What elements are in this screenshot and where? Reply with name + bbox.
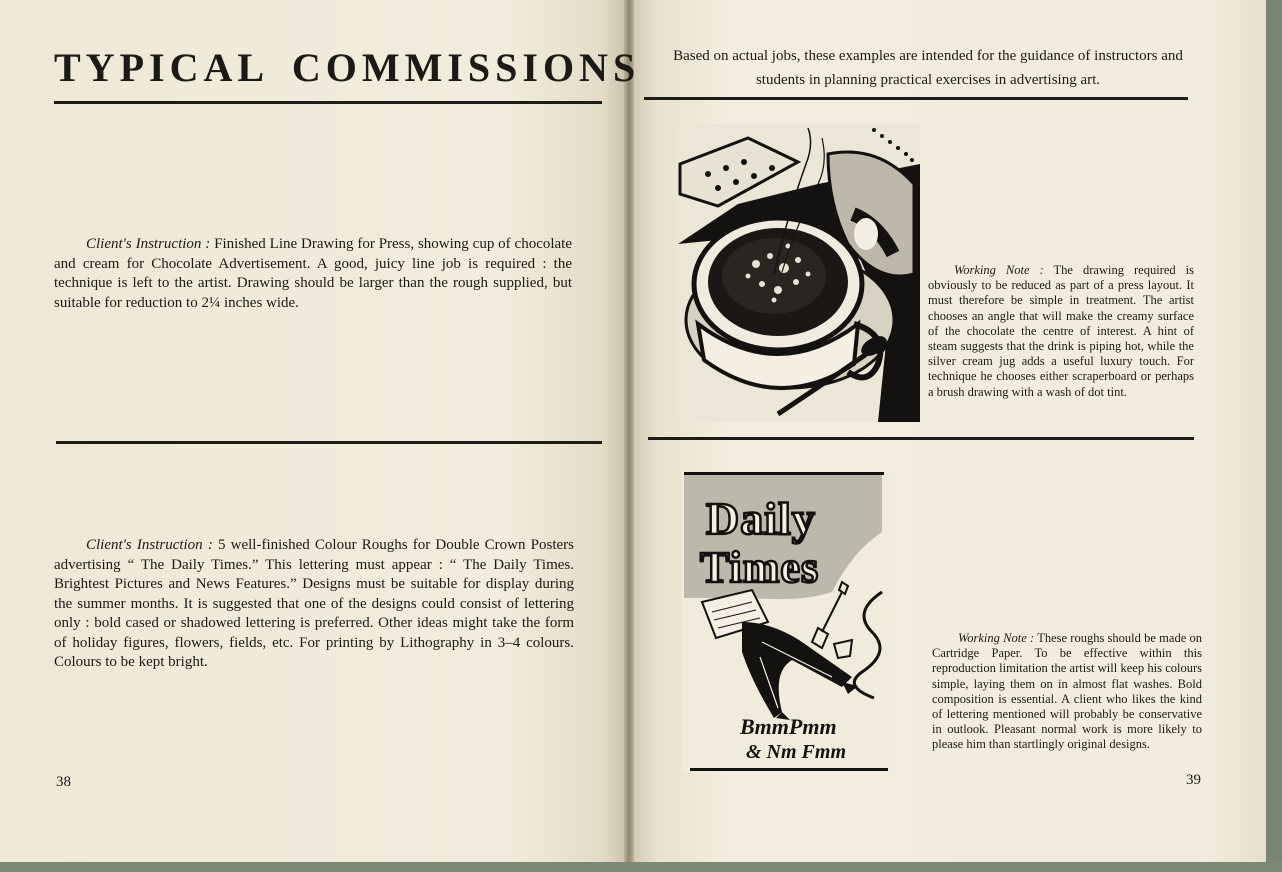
instruction-label: Client's Instruction :	[86, 236, 211, 252]
cover-board-edge	[1266, 0, 1282, 872]
page-title: TYPICAL COMMISSIONS	[54, 45, 641, 90]
section-rule-left	[56, 441, 602, 444]
title-rule	[54, 101, 602, 104]
working-note-2	[932, 631, 1202, 753]
instruction-label: Client's Instruction :	[86, 537, 213, 553]
poster-title-times: Times	[700, 543, 820, 592]
note-label: Working Note :	[958, 631, 1035, 645]
poster-title-daily: Daily	[706, 493, 816, 544]
daily-times-poster-illustration	[682, 472, 890, 772]
poster-slogan-line-1: BmmPmm	[740, 714, 837, 739]
working-note-1	[928, 263, 1194, 400]
page-number-right: 39	[1186, 772, 1201, 788]
commission-2-instruction	[54, 536, 574, 673]
intro-text: Based on actual jobs, these examples are intended for the guidance of instructors and students in planning practical exercises in advertising art.	[673, 48, 1183, 88]
section-rule-right	[648, 437, 1194, 440]
intro-rule	[644, 97, 1188, 100]
cover-board-bottom	[0, 862, 1282, 872]
instruction-text: 5 well-finished Colour Roughs for Double Crown Posters advertising “ The Daily Times.” This lettering must appear : “ The Daily Times. Brightest Pictures and News Features.” Designs must be suitable for display during the summer months. It is suggested that one of the designs could consist of lettering only : bold cased or shadowed lettering is preferred. Other ideas might take the form of holiday figures, flowers, fields, etc. For printing by Lithography in 3–4 colours. Colours to be kept bright.	[54, 537, 574, 670]
note-text: The drawing required is obviously to be reduced as part of a press layout. It must therefore be simple in treatment. The artist chooses an angle that will make the creamy surface of the chocolate the centre of interest. A hint of steam suggests that the drink is piping hot, while the silver cream jug adds a useful luxury touch. For technique he chooses either scraperboard or perhaps a brush drawing with a wash of dot tint.	[928, 263, 1194, 399]
left-page	[0, 0, 628, 862]
note-text: These roughs should be made on Cartridge Paper. To be effective within this reproduction limitation the artist will keep his colours simple, laying them on in almost flat washes. Bold composition is essential. A client who likes the kind of lettering mentioned will probably be conservative in outlook. Pleasant normal work is more likely to please him than startlingly original designs.	[932, 631, 1203, 752]
commission-1-instruction	[54, 235, 572, 313]
chocolate-cup-illustration	[678, 124, 920, 422]
poster-slogan-line-2: & Nm Fmm	[746, 741, 847, 763]
instruction-text: Finished Line Drawing for Press, showing cup of chocolate and cream for Chocolate Advertisement. A good, juicy line job is required : the technique is left to the artist. Drawing should be larger than the rough supplied, but suitable for reduction to 2¼ inches wide.	[54, 236, 572, 311]
note-label: Working Note :	[954, 263, 1044, 277]
page-number-left: 38	[56, 774, 71, 790]
book-gutter	[624, 0, 634, 862]
